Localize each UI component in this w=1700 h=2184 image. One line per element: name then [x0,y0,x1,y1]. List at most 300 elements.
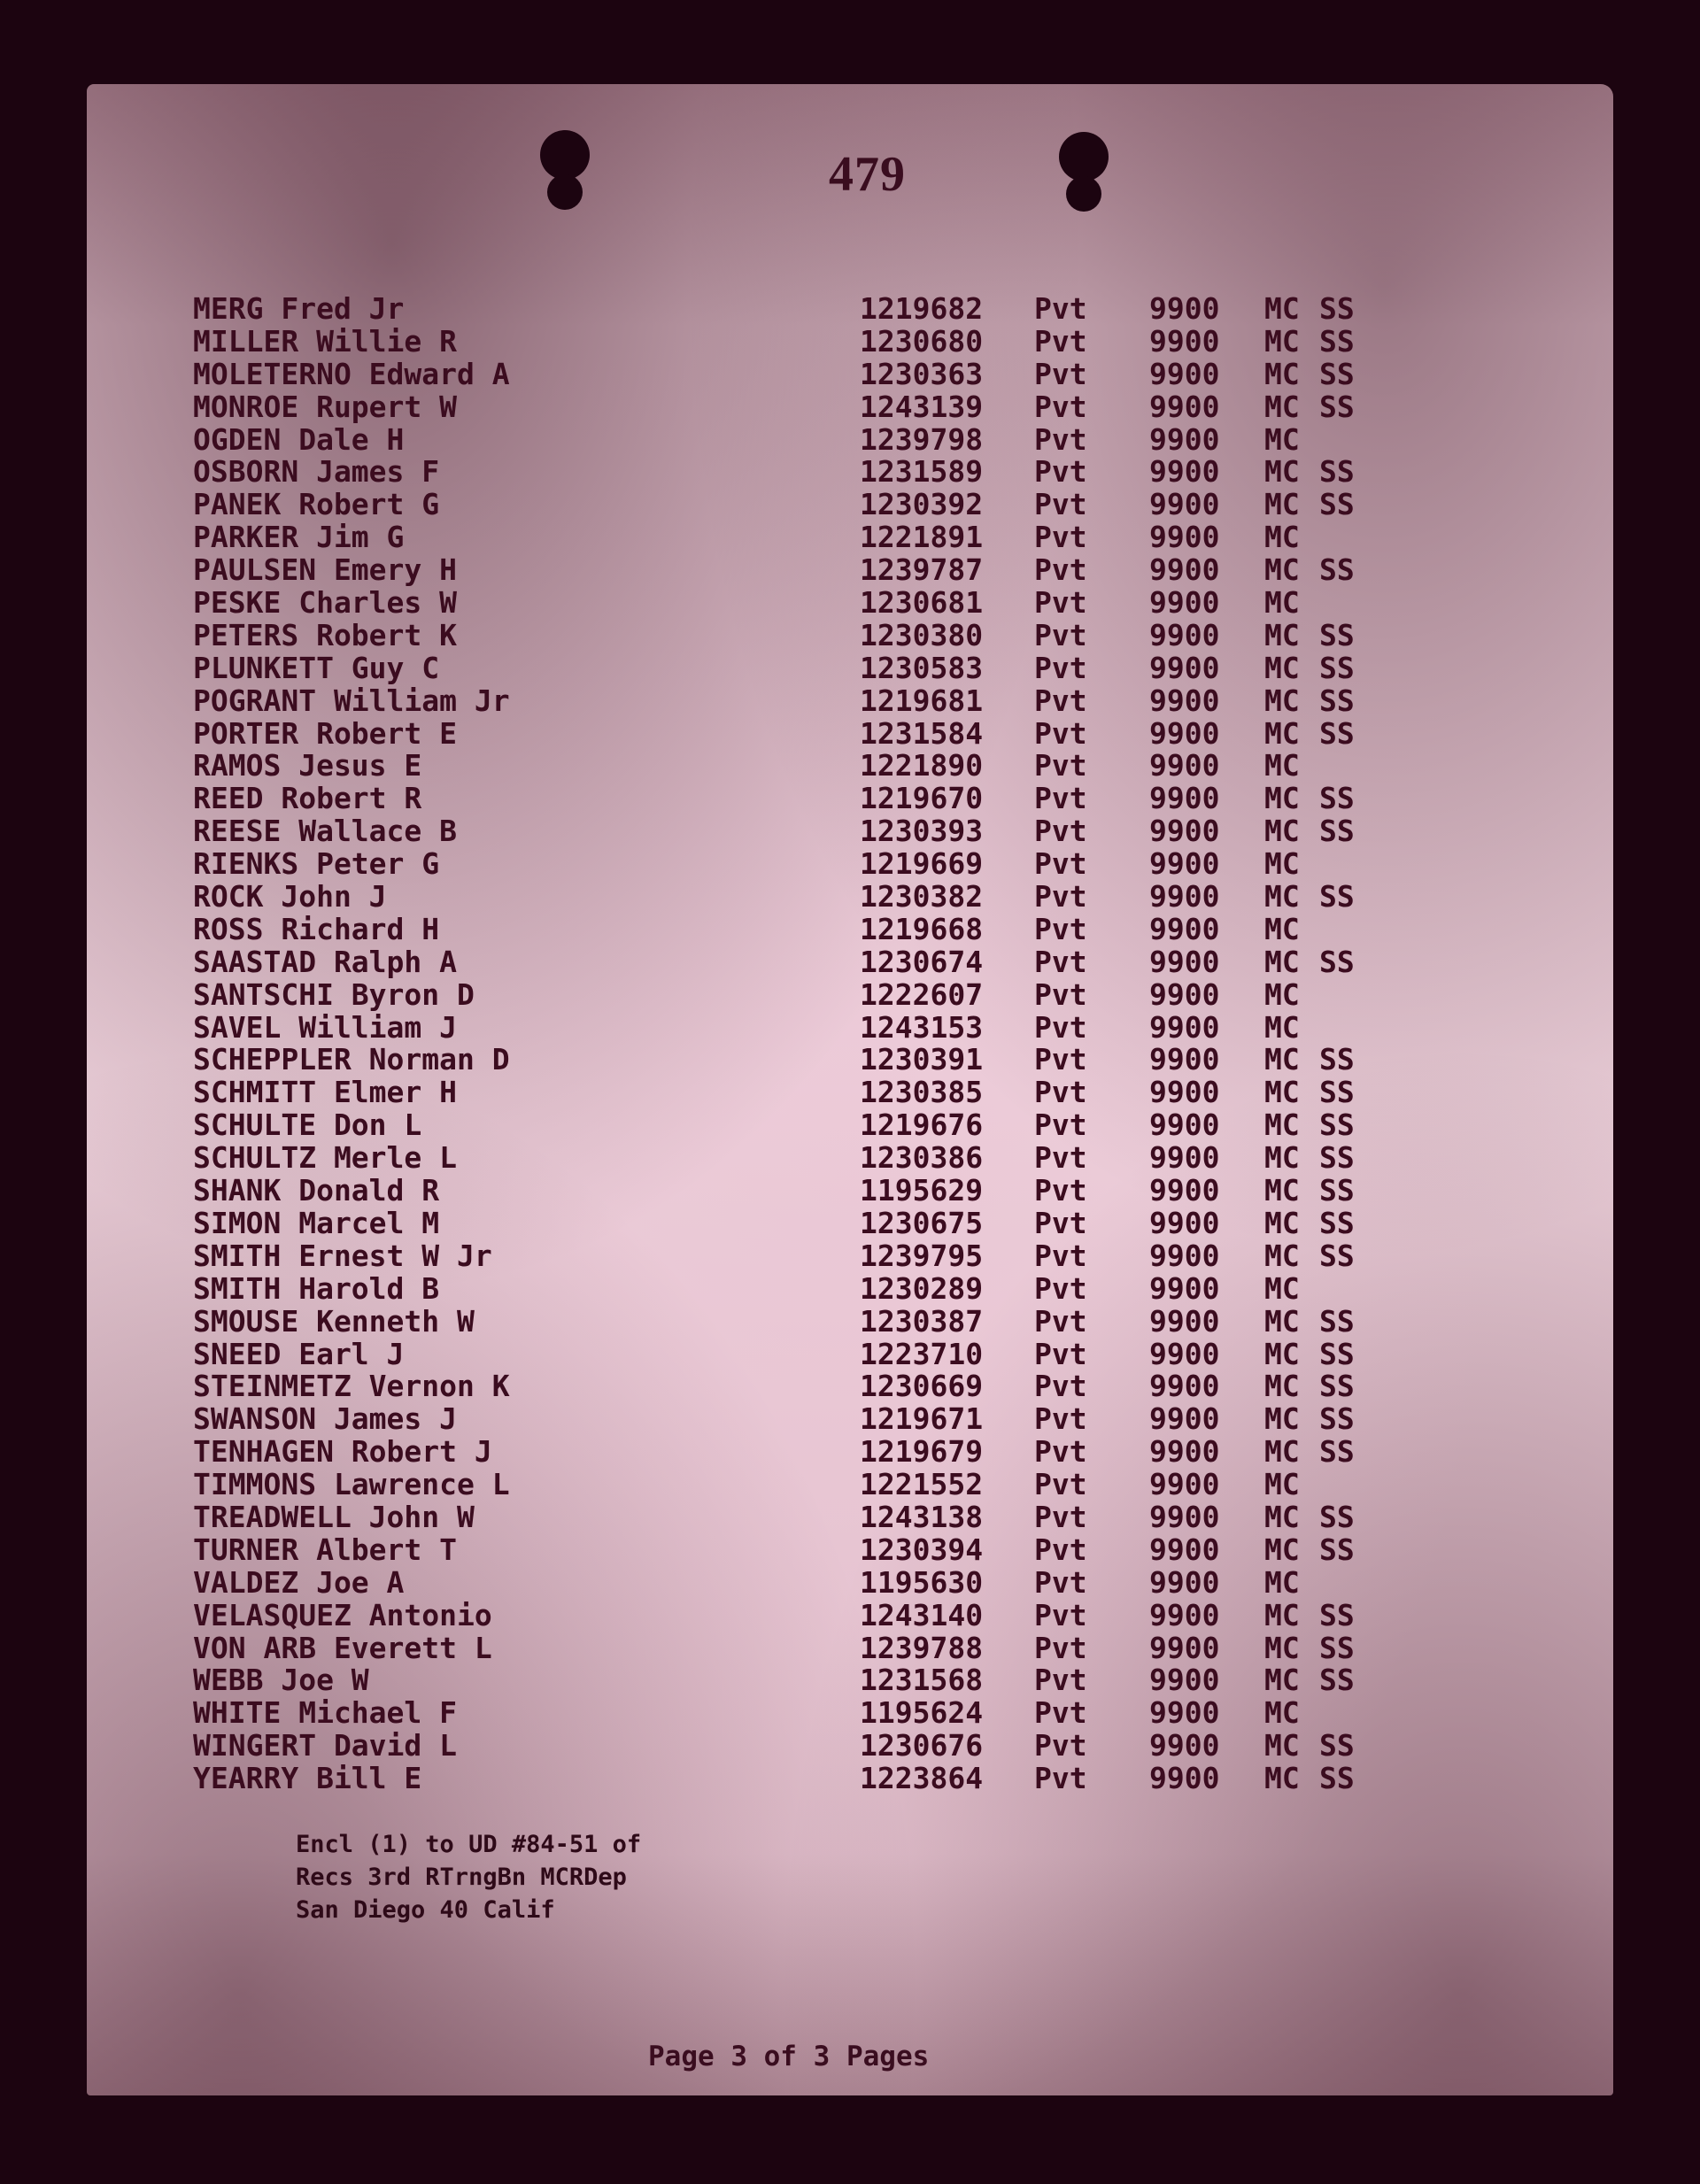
roster-branch: MC [1264,911,1300,946]
roster-row [87,617,1613,652]
roster-row [87,1664,1613,1697]
enclosure-line: Encl (1) to UD #84-51 of [296,1831,642,1858]
roster-branch: MC [1264,1695,1300,1731]
roster-rank: Pvt [1034,1173,1087,1208]
roster-branch: MC [1264,520,1300,555]
roster-row [87,421,1613,457]
roster-code: 9900 [1149,1401,1220,1437]
roster-rank: Pvt [1034,1238,1087,1273]
roster-code: 9900 [1149,487,1220,522]
roster-row [87,1436,1613,1469]
roster-serial-number: 1195624 [860,1695,984,1731]
roster-rank: Pvt [1034,911,1087,946]
roster-serial-number: 1230391 [860,1042,984,1077]
roster-row [87,685,1613,718]
roster-branch: MC [1264,781,1300,816]
enclosure-line: Recs 3rd RTrngBn MCRDep [296,1864,627,1891]
roster-branch: MC [1264,1532,1300,1567]
roster-code: 9900 [1149,1009,1220,1045]
roster-code: 9900 [1149,1205,1220,1240]
roster-row [87,587,1613,620]
roster-row [87,815,1613,848]
roster-branch: MC [1264,487,1300,522]
roster-ss-mark: SS [1319,781,1355,816]
roster-row [87,1303,1613,1339]
roster-row [87,1370,1613,1403]
roster-rank: Pvt [1034,846,1087,882]
roster-name: SCHULTZ Merle L [193,1140,458,1176]
roster-branch: MC [1264,1303,1300,1339]
roster-rank: Pvt [1034,1695,1087,1731]
roster-branch: MC [1264,650,1300,685]
roster-row [87,1270,1613,1306]
roster-branch: MC [1264,323,1300,359]
roster-row [87,293,1613,326]
roster-serial-number: 1243153 [860,1009,984,1045]
roster-row [87,1730,1613,1763]
roster-code: 9900 [1149,781,1220,816]
roster-code: 9900 [1149,1369,1220,1404]
roster-code: 9900 [1149,1238,1220,1273]
roster-ss-mark: SS [1319,291,1355,326]
roster-serial-number: 1230289 [860,1270,984,1306]
roster-branch: MC [1264,1042,1300,1077]
roster-name: MILLER Willie R [193,323,458,359]
roster-branch: MC [1264,1369,1300,1404]
roster-ss-mark: SS [1319,944,1355,979]
roster-row [87,521,1613,554]
roster-name: TENHAGEN Robert J [193,1434,492,1470]
roster-rank: Pvt [1034,1663,1087,1698]
roster-code: 9900 [1149,454,1220,490]
roster-serial-number: 1230385 [860,1075,984,1110]
roster-ss-mark: SS [1319,1205,1355,1240]
roster-rank: Pvt [1034,389,1087,424]
roster-row [87,783,1613,815]
roster-row [87,391,1613,424]
roster-rank: Pvt [1034,1467,1087,1502]
roster-branch: MC [1264,1728,1300,1763]
roster-code: 9900 [1149,520,1220,555]
roster-ss-mark: SS [1319,1532,1355,1567]
roster-code: 9900 [1149,1695,1220,1731]
roster-name: MERG Fred Jr [193,291,405,326]
roster-row [87,848,1613,881]
roster-name: VALDEZ Joe A [193,1564,405,1600]
roster-branch: MC [1264,1107,1300,1143]
roster-code: 9900 [1149,585,1220,621]
roster-branch: MC [1264,356,1300,391]
roster-code: 9900 [1149,1597,1220,1632]
page-number: 479 [829,147,906,202]
roster-serial-number: 1243140 [860,1597,984,1632]
roster-rank: Pvt [1034,617,1087,652]
roster-rank: Pvt [1034,1042,1087,1077]
roster-branch: MC [1264,454,1300,490]
roster-code: 9900 [1149,1532,1220,1567]
roster-code: 9900 [1149,1303,1220,1339]
roster-serial-number: 1230583 [860,650,984,685]
roster-name: REESE Wallace B [193,814,458,849]
roster-serial-number: 1221552 [860,1467,984,1502]
roster-row [87,489,1613,521]
roster-serial-number: 1223864 [860,1761,984,1796]
roster-name: PANEK Robert G [193,487,440,522]
roster-name: MOLETERNO Edward A [193,356,510,391]
roster-row [87,1697,1613,1730]
roster-branch: MC [1264,814,1300,849]
roster-name: SMITH Ernest W Jr [193,1238,492,1273]
roster-name: STEINMETZ Vernon K [193,1369,510,1404]
roster-code: 9900 [1149,1728,1220,1763]
roster-code: 9900 [1149,748,1220,783]
roster-branch: MC [1264,421,1300,457]
roster-code: 9900 [1149,1630,1220,1665]
roster-rank: Pvt [1034,454,1087,490]
roster-row [87,1109,1613,1142]
roster-rank: Pvt [1034,1564,1087,1600]
roster-branch: MC [1264,1499,1300,1534]
roster-serial-number: 1230681 [860,585,984,621]
roster-code: 9900 [1149,356,1220,391]
roster-row [87,1632,1613,1665]
roster-branch: MC [1264,1173,1300,1208]
roster-rank: Pvt [1034,520,1087,555]
roster-serial-number: 1219681 [860,683,984,718]
roster-serial-number: 1221890 [860,748,984,783]
roster-name: SAASTAD Ralph A [193,944,458,979]
roster-branch: MC [1264,1467,1300,1502]
roster-branch: MC [1264,1075,1300,1110]
roster-ss-mark: SS [1319,1140,1355,1176]
roster-rank: Pvt [1034,683,1087,718]
roster-code: 9900 [1149,911,1220,946]
roster-name: PARKER Jim G [193,520,405,555]
roster-serial-number: 1230675 [860,1205,984,1240]
roster-branch: MC [1264,389,1300,424]
document-page [87,84,1613,2095]
roster-name: RAMOS Jesus E [193,748,422,783]
roster-code: 9900 [1149,1107,1220,1143]
roster-rank: Pvt [1034,1728,1087,1763]
roster-row [87,1763,1613,1795]
roster-code: 9900 [1149,715,1220,751]
roster-name: SIMON Marcel M [193,1205,440,1240]
roster-code: 9900 [1149,389,1220,424]
roster-serial-number: 1239787 [860,552,984,588]
roster-branch: MC [1264,1401,1300,1437]
roster-ss-mark: SS [1319,814,1355,849]
roster-branch: MC [1264,1238,1300,1273]
roster-ss-mark: SS [1319,683,1355,718]
roster-code: 9900 [1149,1564,1220,1600]
roster-serial-number: 1230380 [860,617,984,652]
roster-name: SCHMITT Elmer H [193,1075,458,1110]
roster-rank: Pvt [1034,715,1087,751]
roster-serial-number: 1231589 [860,454,984,490]
roster-name: WINGERT David L [193,1728,458,1763]
roster-rank: Pvt [1034,1597,1087,1632]
roster-code: 9900 [1149,1173,1220,1208]
roster-name: SHANK Donald R [193,1173,440,1208]
roster-rank: Pvt [1034,356,1087,391]
roster-ss-mark: SS [1319,487,1355,522]
roster-code: 9900 [1149,1467,1220,1502]
roster-row [87,1009,1613,1045]
roster-branch: MC [1264,1336,1300,1371]
roster-serial-number: 1221891 [860,520,984,555]
roster-name: TIMMONS Lawrence L [193,1467,510,1502]
roster-branch: MC [1264,585,1300,621]
roster-row [87,946,1613,979]
roster-rank: Pvt [1034,944,1087,979]
roster-rank: Pvt [1034,421,1087,457]
roster-ss-mark: SS [1319,1303,1355,1339]
roster-serial-number: 1223710 [860,1336,984,1371]
roster-serial-number: 1230674 [860,944,984,979]
roster-rank: Pvt [1034,323,1087,359]
roster-code: 9900 [1149,944,1220,979]
roster-code: 9900 [1149,879,1220,915]
roster-serial-number: 1243138 [860,1499,984,1534]
roster-name: VELASQUEZ Antonio [193,1597,492,1632]
roster-ss-mark: SS [1319,1630,1355,1665]
roster-serial-number: 1239795 [860,1238,984,1273]
roster-name: PESKE Charles W [193,585,458,621]
roster-rank: Pvt [1034,1205,1087,1240]
roster-ss-mark: SS [1319,1042,1355,1077]
roster-code: 9900 [1149,1042,1220,1077]
roster-rank: Pvt [1034,552,1087,588]
roster-row [87,1534,1613,1567]
roster-serial-number: 1230393 [860,814,984,849]
roster-serial-number: 1239798 [860,421,984,457]
roster-row [87,652,1613,685]
roster-branch: MC [1264,1597,1300,1632]
roster-row [87,456,1613,489]
roster-serial-number: 1219671 [860,1401,984,1437]
roster-branch: MC [1264,1270,1300,1306]
roster-serial-number: 1219682 [860,291,984,326]
roster-code: 9900 [1149,1499,1220,1534]
roster-rank: Pvt [1034,1369,1087,1404]
roster-name: OSBORN James F [193,454,440,490]
roster-ss-mark: SS [1319,1499,1355,1534]
punch-hole-left-bottom [547,174,583,210]
roster-name: TURNER Albert T [193,1532,458,1567]
roster-name: SMOUSE Kenneth W [193,1303,475,1339]
roster-code: 9900 [1149,421,1220,457]
roster-name: SNEED Earl J [193,1336,405,1371]
roster-ss-mark: SS [1319,323,1355,359]
roster-rank: Pvt [1034,1630,1087,1665]
roster-name: WEBB Joe W [193,1663,369,1698]
roster-ss-mark: SS [1319,1663,1355,1698]
roster-serial-number: 1230680 [860,323,984,359]
roster-ss-mark: SS [1319,389,1355,424]
roster-branch: MC [1264,748,1300,783]
roster-code: 9900 [1149,1663,1220,1698]
roster-serial-number: 1219669 [860,846,984,882]
roster-row [87,976,1613,1012]
roster-row [87,750,1613,783]
roster-serial-number: 1219670 [860,781,984,816]
roster-name: SCHULTE Don L [193,1107,422,1143]
roster-branch: MC [1264,1761,1300,1796]
roster-branch: MC [1264,1630,1300,1665]
roster-serial-number: 1219679 [860,1434,984,1470]
roster-ss-mark: SS [1319,552,1355,588]
roster-rank: Pvt [1034,291,1087,326]
roster-ss-mark: SS [1319,1401,1355,1437]
roster-ss-mark: SS [1319,650,1355,685]
roster-serial-number: 1231584 [860,715,984,751]
roster-row [87,1597,1613,1632]
roster-row [87,1403,1613,1436]
roster-rank: Pvt [1034,1140,1087,1176]
roster-branch: MC [1264,715,1300,751]
roster-rank: Pvt [1034,1761,1087,1796]
roster-code: 9900 [1149,1270,1220,1306]
roster-rank: Pvt [1034,1401,1087,1437]
page-footer: Page 3 of 3 Pages [648,2041,930,2072]
roster-rank: Pvt [1034,879,1087,915]
roster-serial-number: 1239788 [860,1630,984,1665]
punch-hole-right-bottom [1066,176,1101,212]
roster-branch: MC [1264,1663,1300,1698]
roster-row [87,554,1613,587]
roster-rank: Pvt [1034,1107,1087,1143]
roster-name: ROSS Richard H [193,911,440,946]
roster-rank: Pvt [1034,1303,1087,1339]
roster-serial-number: 1230363 [860,356,984,391]
roster-name: SAVEL William J [193,1009,458,1045]
roster-row [87,881,1613,914]
roster-branch: MC [1264,1205,1300,1240]
roster-branch: MC [1264,1564,1300,1600]
enclosure-line: San Diego 40 Calif [296,1896,555,1924]
roster-name: YEARRY Bill E [193,1761,422,1796]
roster-name: POGRANT William Jr [193,683,510,718]
roster-rank: Pvt [1034,487,1087,522]
roster-ss-mark: SS [1319,1173,1355,1208]
roster-name: MONROE Rupert W [193,389,458,424]
roster-rank: Pvt [1034,585,1087,621]
roster-rank: Pvt [1034,1532,1087,1567]
roster-name: PETERS Robert K [193,617,458,652]
roster-branch: MC [1264,944,1300,979]
roster-serial-number: 1230386 [860,1140,984,1176]
roster-row [87,1077,1613,1109]
roster-branch: MC [1264,552,1300,588]
roster-rank: Pvt [1034,976,1087,1012]
roster-serial-number: 1230394 [860,1532,984,1567]
roster-name: TREADWELL John W [193,1499,475,1534]
roster-serial-number: 1230392 [860,487,984,522]
roster-ss-mark: SS [1319,1728,1355,1763]
roster-code: 9900 [1149,1434,1220,1470]
roster-branch: MC [1264,976,1300,1012]
roster-ss-mark: SS [1319,1369,1355,1404]
roster-row [87,1044,1613,1077]
roster-ss-mark: SS [1319,1597,1355,1632]
roster-name: VON ARB Everett L [193,1630,492,1665]
roster-row [87,1501,1613,1534]
roster-code: 9900 [1149,814,1220,849]
roster-code: 9900 [1149,650,1220,685]
roster-rank: Pvt [1034,650,1087,685]
roster-ss-mark: SS [1319,454,1355,490]
roster-serial-number: 1230382 [860,879,984,915]
roster-name: SWANSON James J [193,1401,458,1437]
roster-branch: MC [1264,291,1300,326]
roster-name: WHITE Michael F [193,1695,458,1731]
roster-list [87,293,1613,1795]
roster-serial-number: 1222607 [860,976,984,1012]
roster-row [87,1175,1613,1208]
roster-name: OGDEN Dale H [193,421,405,457]
roster-serial-number: 1219668 [860,911,984,946]
roster-ss-mark: SS [1319,356,1355,391]
punch-hole-right-top [1059,132,1109,181]
roster-name: SANTSCHI Byron D [193,976,475,1012]
roster-rank: Pvt [1034,1336,1087,1371]
roster-ss-mark: SS [1319,1107,1355,1143]
roster-ss-mark: SS [1319,1761,1355,1796]
roster-row [87,911,1613,946]
roster-rank: Pvt [1034,748,1087,783]
roster-rank: Pvt [1034,1075,1087,1110]
roster-serial-number: 1230669 [860,1369,984,1404]
roster-code: 9900 [1149,552,1220,588]
roster-name: ROCK John J [193,879,387,915]
roster-branch: MC [1264,683,1300,718]
roster-code: 9900 [1149,846,1220,882]
roster-rank: Pvt [1034,1270,1087,1306]
roster-ss-mark: SS [1319,1434,1355,1470]
roster-code: 9900 [1149,976,1220,1012]
enclosure-note [296,1828,641,1926]
roster-code: 9900 [1149,1336,1220,1371]
roster-ss-mark: SS [1319,1238,1355,1273]
roster-name: REED Robert R [193,781,422,816]
roster-rank: Pvt [1034,1009,1087,1045]
roster-rank: Pvt [1034,814,1087,849]
roster-serial-number: 1219676 [860,1107,984,1143]
roster-serial-number: 1195629 [860,1173,984,1208]
roster-code: 9900 [1149,1761,1220,1796]
roster-row [87,323,1613,359]
roster-row [87,1205,1613,1240]
roster-row [87,356,1613,391]
roster-serial-number: 1243139 [860,389,984,424]
roster-code: 9900 [1149,1075,1220,1110]
roster-branch: MC [1264,879,1300,915]
punch-hole-left-top [540,130,590,180]
roster-branch: MC [1264,617,1300,652]
roster-branch: MC [1264,1434,1300,1470]
roster-name: PORTER Robert E [193,715,458,751]
roster-ss-mark: SS [1319,1336,1355,1371]
roster-name: RIENKS Peter G [193,846,440,882]
roster-name: PAULSEN Emery H [193,552,458,588]
roster-row [87,1240,1613,1273]
roster-branch: MC [1264,1140,1300,1176]
roster-row [87,1469,1613,1501]
roster-name: SMITH Harold B [193,1270,440,1306]
roster-ss-mark: SS [1319,879,1355,915]
roster-serial-number: 1195630 [860,1564,984,1600]
